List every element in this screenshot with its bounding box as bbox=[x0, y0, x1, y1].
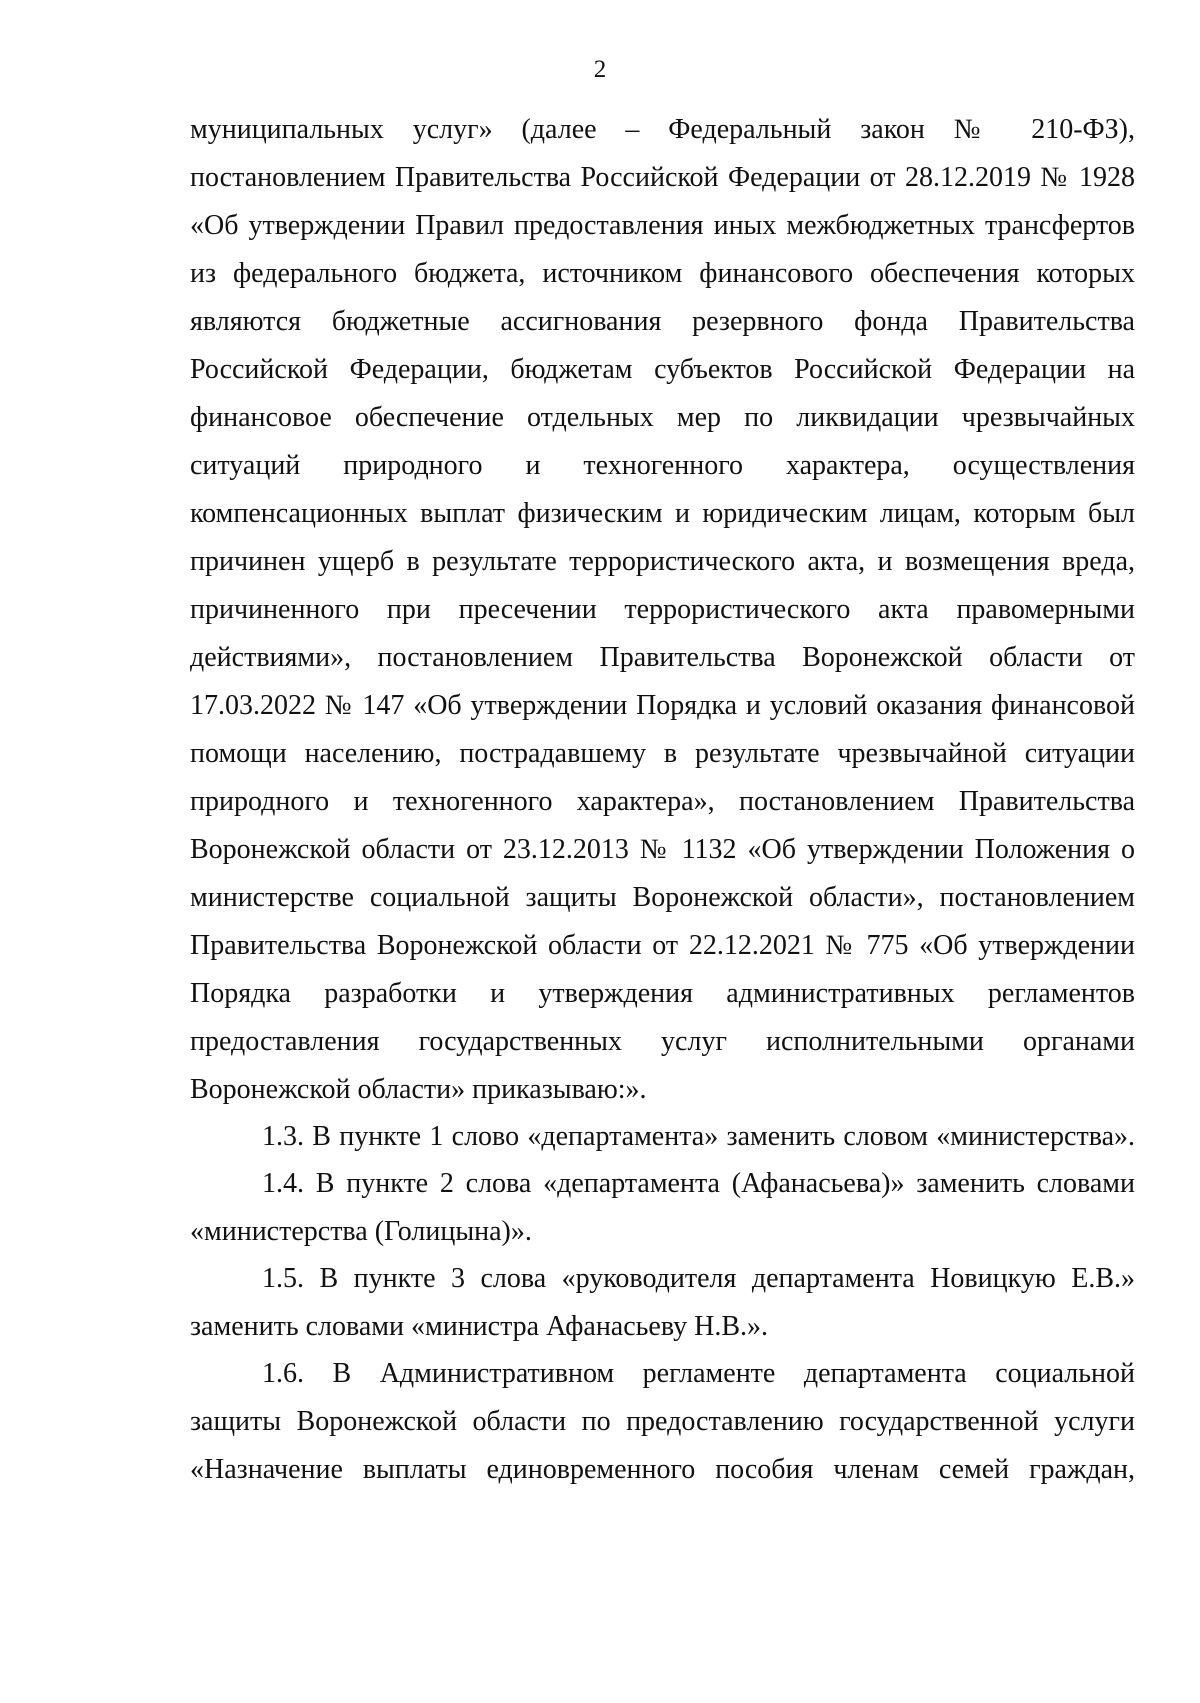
text-line: природного и техногенного характера», постановлением Правительства bbox=[190, 786, 1135, 817]
text-line: причиненного при пресечении террористического акта правомерными bbox=[190, 594, 1135, 625]
text-line: 17.03.2022 № 147 «Об утверждении Порядка и условий оказания финансовой bbox=[190, 690, 1135, 721]
text-line: Порядка разработки и утверждения административных регламентов bbox=[190, 978, 1135, 1009]
text-line: министерстве социальной защиты Воронежской области», постановлением bbox=[190, 882, 1135, 913]
text-line: являются бюджетные ассигнования резервного фонда Правительства bbox=[190, 306, 1135, 337]
text-line: 1.3. В пункте 1 слово «департамента» заменить словом «министерства». bbox=[262, 1121, 1135, 1152]
text-line: «Назначение выплаты единовременного пособия членам семей граждан, bbox=[190, 1454, 1135, 1485]
text-line: из федерального бюджета, источником финансового обеспечения которых bbox=[190, 258, 1135, 289]
text-line: 1.6. В Административном регламенте департамента социальной bbox=[262, 1358, 1135, 1389]
text-line: «Об утверждении Правил предоставления иных межбюджетных трансфертов bbox=[190, 210, 1135, 241]
text-line: 1.4. В пункте 2 слова «департамента (Афанасьева)» заменить словами bbox=[262, 1168, 1135, 1199]
text-line: муниципальных услуг» (далее – Федеральный закон № 210-ФЗ), bbox=[190, 114, 1135, 145]
text-line: Российской Федерации, бюджетам субъектов Российской Федерации на bbox=[190, 354, 1135, 385]
text-line: финансовое обеспечение отдельных мер по ликвидации чрезвычайных bbox=[190, 402, 1135, 433]
text-line: постановлением Правительства Российской Федерации от 28.12.2019 № 1928 bbox=[190, 162, 1135, 193]
text-line: «министерства (Голицына)». bbox=[190, 1216, 532, 1247]
text-line: предоставления государственных услуг исполнительными органами bbox=[190, 1026, 1135, 1057]
text-line: ситуаций природного и техногенного характера, осуществления bbox=[190, 450, 1135, 481]
text-line: заменить словами «министра Афанасьеву Н.В.». bbox=[190, 1311, 769, 1342]
text-line: Воронежской области от 23.12.2013 № 1132 «Об утверждении Положения о bbox=[190, 834, 1135, 865]
text-line: компенсационных выплат физическим и юридическим лицам, которым был bbox=[190, 498, 1135, 529]
text-line: Правительства Воронежской области от 22.12.2021 № 775 «Об утверждении bbox=[190, 930, 1135, 961]
page-number: 2 bbox=[593, 56, 607, 83]
text-line: причинен ущерб в результате террористического акта, и возмещения вреда, bbox=[190, 546, 1135, 577]
text-line: помощи населению, пострадавшему в результате чрезвычайной ситуации bbox=[190, 738, 1135, 769]
document-body bbox=[190, 106, 1135, 1494]
text-line: 1.5. В пункте 3 слова «руководителя департамента Новицкую Е.В.» bbox=[262, 1263, 1135, 1294]
text-line: действиями», постановлением Правительства Воронежской области от bbox=[190, 642, 1135, 673]
text-line: Воронежской области» приказываю:». bbox=[190, 1074, 647, 1105]
text-line: защиты Воронежской области по предоставлению государственной услуги bbox=[190, 1406, 1135, 1437]
